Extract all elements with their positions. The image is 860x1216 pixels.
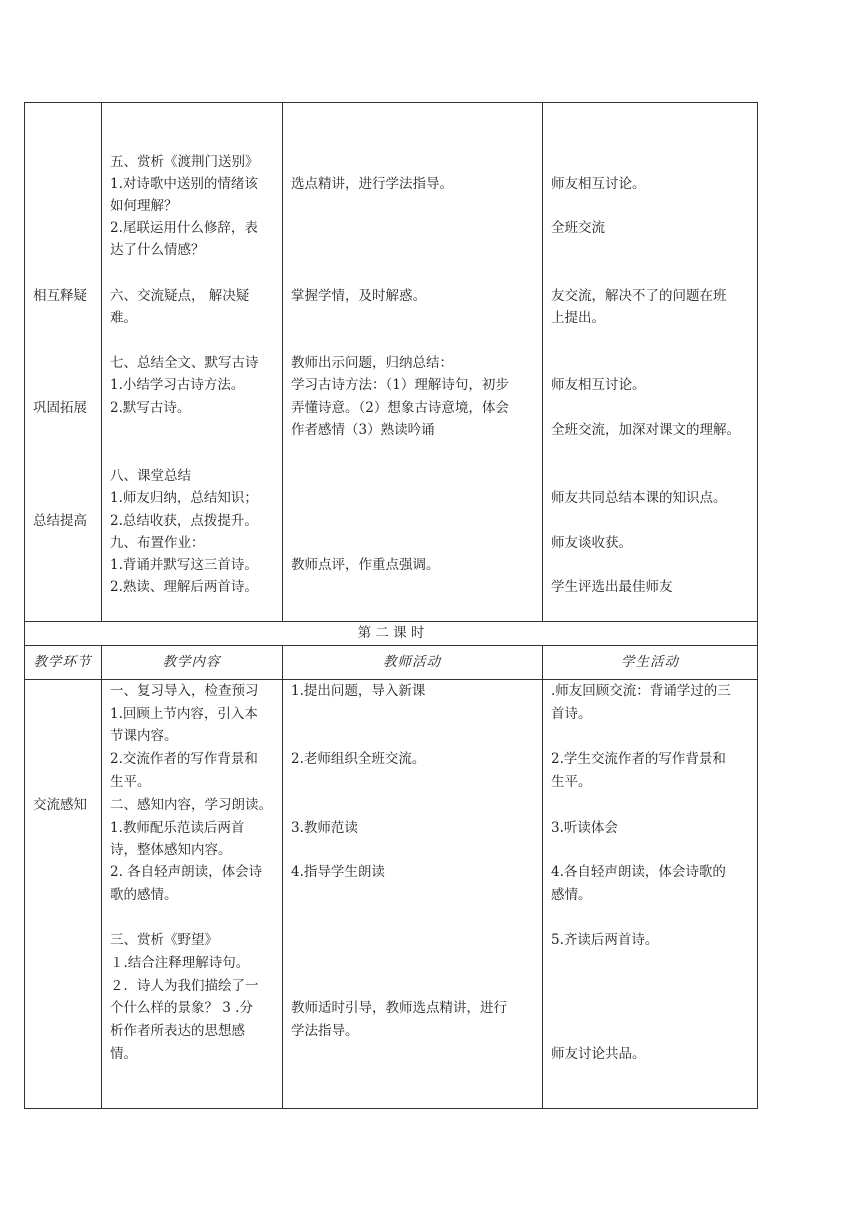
student-activity-line: 全班交流，加深对课文的理解。 bbox=[551, 422, 740, 438]
column-header: 学生活动 bbox=[621, 654, 679, 670]
column-divider bbox=[542, 645, 543, 1109]
teacher-activity-line: 教师出示问题，归纳总结： bbox=[291, 355, 453, 371]
content-line: 六、交流疑点， 解决疑 bbox=[110, 288, 250, 304]
content-line: 达了什么情感？ bbox=[110, 242, 205, 258]
teacher-activity-line: 教师点评，作重点强调。 bbox=[291, 557, 440, 573]
content-line: 二、感知内容，学习朗读。 bbox=[110, 797, 272, 813]
teacher-activity-line: 教师适时引导，教师选点精讲，进行 bbox=[291, 1000, 507, 1016]
content-line: 2.总结收获，点拨提升。 bbox=[110, 513, 258, 529]
content-line: 节课内容。 bbox=[110, 728, 178, 744]
content-line: 2.交流作者的写作背景和 bbox=[110, 751, 258, 767]
content-line: 三、赏析《野望》 bbox=[110, 932, 218, 948]
teacher-activity-line: 作者感情（3）熟读吟诵 bbox=[291, 422, 435, 438]
student-activity-line: 3.听读体会 bbox=[551, 820, 618, 836]
content-line: 情。 bbox=[110, 1046, 137, 1062]
column-divider bbox=[282, 102, 283, 621]
content-line: 1.小结学习古诗方法。 bbox=[110, 377, 245, 393]
content-line: 生平。 bbox=[110, 774, 151, 790]
content-line: 1.教师配乐范读后两首 bbox=[110, 820, 245, 836]
column-header: 教学环节 bbox=[33, 654, 92, 670]
student-activity-line: 全班交流 bbox=[551, 220, 605, 236]
column-divider bbox=[101, 102, 102, 621]
content-line: 2. 各自轻声朗读，体会诗 bbox=[110, 864, 263, 880]
teacher-activity-line: 学法指导。 bbox=[291, 1023, 359, 1039]
student-activity-line: 师友共同总结本课的知识点。 bbox=[551, 490, 727, 506]
content-line: 五、赏析《渡荆门送别》 bbox=[110, 154, 259, 170]
content-line: ２．诗人为我们描绘了一 bbox=[110, 978, 259, 994]
student-activity-line: 师友讨论共品。 bbox=[551, 1046, 646, 1062]
teacher-activity-line: 1.提出问题，导入新课 bbox=[291, 683, 426, 699]
stage-label: 巩固拓展 bbox=[33, 400, 87, 416]
teacher-activity-line: 选点精讲，进行学法指导。 bbox=[291, 176, 453, 192]
content-line: 七、总结全文、默写古诗 bbox=[110, 355, 259, 371]
content-line: 2.熟读、理解后两首诗。 bbox=[110, 579, 258, 595]
content-line: 1.回顾上节内容，引入本 bbox=[110, 706, 258, 722]
content-line: 八、课堂总结 bbox=[110, 468, 191, 484]
student-activity-line: 生平。 bbox=[551, 774, 592, 790]
column-divider bbox=[282, 645, 283, 1109]
student-activity-line: 师友谈收获。 bbox=[551, 535, 632, 551]
stage-label: 相互释疑 bbox=[33, 288, 87, 304]
lesson-period-title: 第 二 课 时 bbox=[357, 625, 425, 641]
content-line: 析作者所表达的思想感 bbox=[110, 1023, 245, 1039]
teacher-activity-line: 学习古诗方法：（1）理解诗句，初步 bbox=[291, 377, 509, 393]
student-activity-line: 上提出。 bbox=[551, 310, 605, 326]
content-line: 1.对诗歌中送别的情绪该 bbox=[110, 176, 258, 192]
student-activity-line: 2.学生交流作者的写作背景和 bbox=[551, 751, 726, 767]
content-line: １.结合注释理解诗句。 bbox=[110, 955, 250, 971]
teacher-activity-line: 2.老师组织全班交流。 bbox=[291, 751, 426, 767]
content-line: 歌的感情。 bbox=[110, 887, 178, 903]
stage-label: 总结提高 bbox=[33, 513, 87, 529]
student-activity-line: 友交流，解决不了的问题在班 bbox=[551, 288, 727, 304]
student-activity-line: 师友相互讨论。 bbox=[551, 176, 646, 192]
column-header: 教学内容 bbox=[162, 654, 221, 670]
student-activity-line: 师友相互讨论。 bbox=[551, 377, 646, 393]
column-divider bbox=[101, 645, 102, 1109]
content-line: 1.师友归纳，总结知识； bbox=[110, 490, 258, 506]
student-activity-line: .师友回顾交流：背诵学过的三 bbox=[551, 683, 731, 699]
student-activity-line: 首诗。 bbox=[551, 706, 592, 722]
column-header: 教师活动 bbox=[383, 654, 441, 670]
teacher-activity-line: 弄懂诗意。（2）想象古诗意境，体会 bbox=[291, 400, 509, 416]
teacher-activity-line: 4.指导学生朗读 bbox=[291, 864, 385, 880]
student-activity-line: 5.齐读后两首诗。 bbox=[551, 932, 659, 948]
student-activity-line: 4.各自轻声朗读，体会诗歌的 bbox=[551, 864, 726, 880]
stage-label: 交流感知 bbox=[33, 797, 87, 813]
content-line: 难。 bbox=[110, 310, 137, 326]
content-line: 九、布置作业： bbox=[110, 535, 205, 551]
student-activity-line: 学生评选出最佳师友 bbox=[551, 579, 673, 595]
content-line: 2.默写古诗。 bbox=[110, 400, 191, 416]
content-line: 2.尾联运用什么修辞，表 bbox=[110, 220, 258, 236]
content-line: 一、复习导入，检查预习 bbox=[110, 683, 259, 699]
student-activity-line: 感情。 bbox=[551, 887, 592, 903]
row-divider bbox=[24, 645, 758, 646]
column-divider bbox=[542, 102, 543, 621]
teacher-activity-line: 掌握学情，及时解惑。 bbox=[291, 288, 426, 304]
content-line: 如何理解？ bbox=[110, 198, 178, 214]
teacher-activity-line: 3.教师范读 bbox=[291, 820, 358, 836]
content-line: 个什么样的景象？ 3 .分 bbox=[110, 1000, 253, 1016]
content-line: 诗，整体感知内容。 bbox=[110, 842, 232, 858]
content-line: 1.背诵并默写这三首诗。 bbox=[110, 557, 258, 573]
